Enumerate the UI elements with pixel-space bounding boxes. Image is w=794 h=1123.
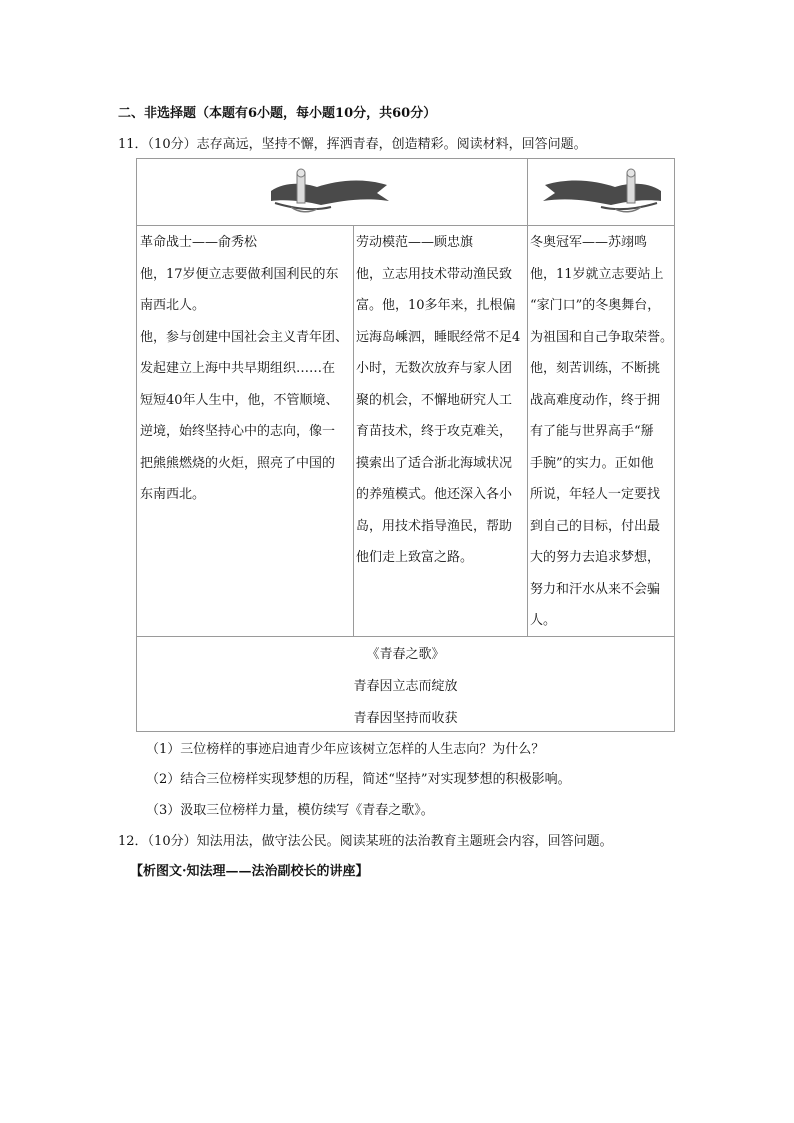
ribbon-banner-right-icon <box>535 167 667 217</box>
column-text-line: 东南西北。 <box>140 487 206 502</box>
column-text-line: 小时，无数次放弃与家人团 <box>356 361 513 376</box>
subquestion-2: （2）结合三位榜样实现梦想的历程，简述“坚持”对实现梦想的积极影响。 <box>146 772 571 787</box>
column-text-line: 逆境，始终坚持心中的志向，像一 <box>140 424 336 439</box>
column-text-line: 努力和汗水从来不会骗 <box>530 581 661 597</box>
column-text-line: 他，参与创建中国社会主义青年团、 <box>140 329 349 345</box>
column-text-line: 他，11岁就立志要站上 <box>530 266 664 282</box>
column-title: 劳动模范——顾忠旗 <box>356 235 474 250</box>
header-divider <box>527 159 528 225</box>
ribbon-banner-left-icon <box>265 167 395 217</box>
column-title: 冬奥冠军——苏翊鸣 <box>530 235 648 250</box>
column-text-line: 手腕”的实力。正如他 <box>530 455 654 471</box>
song-line: 青春因立志而绽放 <box>353 679 458 694</box>
column-text-line: 南西北人。 <box>140 298 206 313</box>
column-text-line: 他们走上致富之路。 <box>356 550 474 565</box>
song-line: 青春因坚持而收获 <box>353 711 458 726</box>
question-11-intro: 11．（10分）志存高远，坚持不懈，挥洒青春，创造精彩。阅读材料，回答问题。 <box>118 137 587 152</box>
column-text-line: 大的努力去追求梦想， <box>530 550 661 565</box>
column-text-line: 摸索出了适合浙北海域状况 <box>356 455 513 471</box>
column-text-line: 育苗技术，终于攻克难关， <box>356 424 513 439</box>
column-olympic-champion <box>530 227 674 637</box>
column-title: 革命战士——俞秀松 <box>140 235 258 250</box>
column-text-line: 把熊熊燃烧的火炬，照亮了中国的 <box>140 455 336 471</box>
column-text-line: 他，17岁便立志要做利国利民的东 <box>140 266 339 282</box>
column-text-line: 发起建立上海中共早期组织……在 <box>140 361 336 376</box>
column-text-line: 到自己的目标，付出最 <box>530 518 661 534</box>
column-text-line: “家门口”的冬奥舞台， <box>530 298 661 313</box>
column-text-line: 短短40年人生中，他，不管顺境、 <box>140 392 339 408</box>
question-12-intro: 12．（10分）知法用法，做守法公民。阅读某班的法治教育主题班会内容，回答问题。 <box>118 834 613 849</box>
song-title: 《青春之歌》 <box>366 647 445 662</box>
column-text-line: 岛，用技术指导渔民，帮助 <box>356 518 513 534</box>
column-text-line: 有了能与世界高手“掰 <box>530 424 654 439</box>
column-text-line: 所说，年轻人一定要找 <box>530 487 661 502</box>
column-text-line: 人。 <box>530 613 557 628</box>
column-text-line: 战高难度动作，终于拥 <box>530 392 661 408</box>
column-text-line: 他，刻苦训练，不断挑 <box>530 361 661 376</box>
materials-table <box>136 158 675 732</box>
column-divider-2 <box>527 225 528 636</box>
column-divider-1 <box>353 225 354 636</box>
column-text-line: 聚的机会，不懈地研究人工 <box>356 392 513 408</box>
subquestion-1: （1）三位榜样的事迹启迪青少年应该树立怎样的人生志向？为什么？ <box>146 742 545 757</box>
section-title: 二、非选择题（本题有6小题，每小题10分，共60分） <box>118 106 437 121</box>
column-text-line: 富。他，10多年来，扎根偏 <box>356 298 516 313</box>
column-text-line: 远海岛嵊泗，睡眠经常不足4 <box>356 329 521 345</box>
header-row-border <box>137 225 674 226</box>
column-revolutionary <box>140 227 352 511</box>
column-text-line: 他，立志用技术带动渔民致 <box>356 266 513 282</box>
column-text-line: 为祖国和自己争取荣誉。 <box>530 329 674 345</box>
column-labor-model <box>356 227 526 574</box>
column-text-line: 的养殖模式。他还深入各小 <box>356 487 513 502</box>
lecture-heading: 【析图文·知法理——法治副校长的讲座】 <box>130 864 369 879</box>
subquestion-3: （3）汲取三位榜样力量，模仿续写《青春之歌》。 <box>146 803 434 818</box>
